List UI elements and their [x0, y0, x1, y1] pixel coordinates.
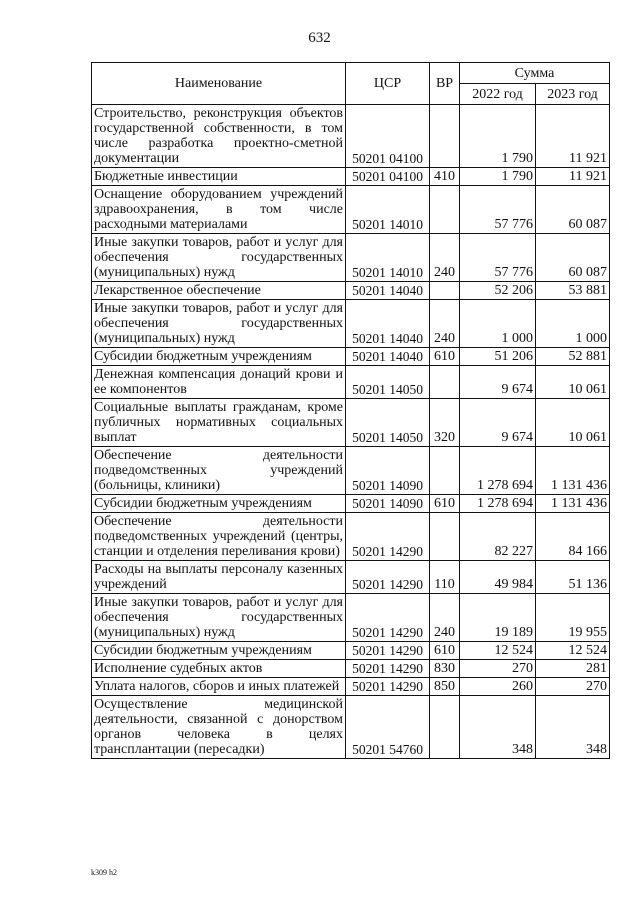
cell-name: Строительство, реконструкция объектов государственной собственности, в том числе разработка проектно-сметной документации — [92, 105, 346, 168]
cell-2023: 270 — [536, 678, 610, 696]
cell-2022: 9 674 — [460, 399, 536, 447]
table-row — [92, 105, 610, 168]
cell-vr: 110 — [430, 561, 460, 594]
table-row — [92, 660, 610, 678]
cell-2023: 84 166 — [536, 513, 610, 561]
cell-name: Денежная компенсация донаций крови и ее компонентов — [92, 366, 346, 399]
cell-2023: 1 131 436 — [536, 495, 610, 513]
table-row — [92, 495, 610, 513]
table-row — [92, 300, 610, 348]
cell-name: Исполнение судебных актов — [92, 660, 346, 678]
cell-2023: 10 061 — [536, 399, 610, 447]
table-row — [92, 642, 610, 660]
cell-2022: 348 — [460, 696, 536, 759]
table-row — [92, 696, 610, 759]
table-row — [92, 234, 610, 282]
header-sum: Сумма — [460, 63, 610, 84]
cell-csr: 50201 14290 — [346, 594, 430, 642]
table-row — [92, 513, 610, 561]
cell-csr: 50201 14040 — [346, 300, 430, 348]
cell-csr: 50201 14290 — [346, 642, 430, 660]
cell-csr: 50201 14290 — [346, 561, 430, 594]
cell-2022: 1 278 694 — [460, 495, 536, 513]
cell-name: Субсидии бюджетным учреждениям — [92, 642, 346, 660]
table-row — [92, 678, 610, 696]
cell-csr: 50201 14010 — [346, 234, 430, 282]
cell-csr: 50201 14010 — [346, 186, 430, 234]
header-name: Наименование — [92, 63, 346, 105]
header-vr: ВР — [430, 63, 460, 105]
cell-2022: 12 524 — [460, 642, 536, 660]
cell-2023: 11 921 — [536, 168, 610, 186]
cell-2023: 60 087 — [536, 234, 610, 282]
cell-csr: 50201 14050 — [346, 399, 430, 447]
table-row — [92, 366, 610, 399]
cell-vr — [430, 282, 460, 300]
cell-name: Обеспечение деятельности подведомственных учреждений (центры, станции и отделения переливания крови) — [92, 513, 346, 561]
cell-name: Социальные выплаты гражданам, кроме публичных нормативных социальных выплат — [92, 399, 346, 447]
cell-vr: 610 — [430, 642, 460, 660]
footer-mark: k309 h2 — [91, 868, 117, 877]
cell-name: Уплата налогов, сборов и иных платежей — [92, 678, 346, 696]
cell-name: Субсидии бюджетным учреждениям — [92, 348, 346, 366]
table-row — [92, 399, 610, 447]
cell-2023: 19 955 — [536, 594, 610, 642]
cell-vr: 610 — [430, 495, 460, 513]
table-row — [92, 168, 610, 186]
cell-2022: 1 790 — [460, 105, 536, 168]
cell-vr — [430, 105, 460, 168]
cell-name: Расходы на выплаты персоналу казенных учреждений — [92, 561, 346, 594]
header-csr: ЦСР — [346, 63, 430, 105]
cell-2022: 49 984 — [460, 561, 536, 594]
cell-vr: 240 — [430, 300, 460, 348]
cell-2023: 1 000 — [536, 300, 610, 348]
table-row — [92, 348, 610, 366]
cell-2022: 9 674 — [460, 366, 536, 399]
cell-csr: 50201 04100 — [346, 105, 430, 168]
cell-name: Бюджетные инвестиции — [92, 168, 346, 186]
cell-2023: 348 — [536, 696, 610, 759]
cell-csr: 50201 04100 — [346, 168, 430, 186]
cell-name: Иные закупки товаров, работ и услуг для обеспечения государственных (муниципальных) нужд — [92, 594, 346, 642]
cell-csr: 50201 14290 — [346, 660, 430, 678]
cell-2023: 1 131 436 — [536, 447, 610, 495]
cell-2022: 52 206 — [460, 282, 536, 300]
table-row — [92, 447, 610, 495]
cell-2022: 19 189 — [460, 594, 536, 642]
cell-vr: 830 — [430, 660, 460, 678]
table-row — [92, 561, 610, 594]
table-row — [92, 282, 610, 300]
cell-2023: 60 087 — [536, 186, 610, 234]
cell-name: Субсидии бюджетным учреждениям — [92, 495, 346, 513]
cell-2023: 10 061 — [536, 366, 610, 399]
cell-csr: 50201 14050 — [346, 366, 430, 399]
header-year-2022: 2022 год — [460, 84, 536, 105]
cell-vr — [430, 447, 460, 495]
cell-csr: 50201 14040 — [346, 348, 430, 366]
cell-csr: 50201 14090 — [346, 447, 430, 495]
cell-2022: 1 278 694 — [460, 447, 536, 495]
cell-name: Обеспечение деятельности подведомственных учреждений (больницы, клиники) — [92, 447, 346, 495]
cell-vr — [430, 513, 460, 561]
cell-2023: 53 881 — [536, 282, 610, 300]
table-row — [92, 186, 610, 234]
cell-vr — [430, 186, 460, 234]
cell-2023: 51 136 — [536, 561, 610, 594]
table-row — [92, 594, 610, 642]
cell-name: Иные закупки товаров, работ и услуг для обеспечения государственных (муниципальных) нужд — [92, 300, 346, 348]
cell-csr: 50201 54760 — [346, 696, 430, 759]
cell-csr: 50201 14090 — [346, 495, 430, 513]
budget-table — [91, 62, 610, 759]
cell-2022: 57 776 — [460, 186, 536, 234]
cell-vr: 410 — [430, 168, 460, 186]
table-body — [92, 105, 610, 759]
header-year-2023: 2023 год — [536, 84, 610, 105]
cell-vr: 240 — [430, 594, 460, 642]
table-header — [92, 63, 610, 105]
cell-name: Оснащение оборудованием учреждений здравоохранения, в том числе расходными материалами — [92, 186, 346, 234]
cell-2022: 82 227 — [460, 513, 536, 561]
cell-vr — [430, 366, 460, 399]
cell-name: Осуществление медицинской деятельности, связанной с донорством органов человека в целях трансплантации (пересадки) — [92, 696, 346, 759]
cell-2023: 52 881 — [536, 348, 610, 366]
cell-vr: 320 — [430, 399, 460, 447]
cell-2023: 281 — [536, 660, 610, 678]
cell-2022: 57 776 — [460, 234, 536, 282]
cell-name: Лекарственное обеспечение — [92, 282, 346, 300]
cell-2023: 12 524 — [536, 642, 610, 660]
cell-csr: 50201 14040 — [346, 282, 430, 300]
cell-2022: 51 206 — [460, 348, 536, 366]
cell-2022: 260 — [460, 678, 536, 696]
cell-2022: 270 — [460, 660, 536, 678]
cell-vr — [430, 696, 460, 759]
cell-csr: 50201 14290 — [346, 513, 430, 561]
cell-2023: 11 921 — [536, 105, 610, 168]
page-number: 632 — [308, 30, 331, 46]
cell-vr: 240 — [430, 234, 460, 282]
cell-vr: 610 — [430, 348, 460, 366]
cell-2022: 1 000 — [460, 300, 536, 348]
cell-csr: 50201 14290 — [346, 678, 430, 696]
cell-vr: 850 — [430, 678, 460, 696]
cell-name: Иные закупки товаров, работ и услуг для обеспечения государственных (муниципальных) нужд — [92, 234, 346, 282]
cell-2022: 1 790 — [460, 168, 536, 186]
